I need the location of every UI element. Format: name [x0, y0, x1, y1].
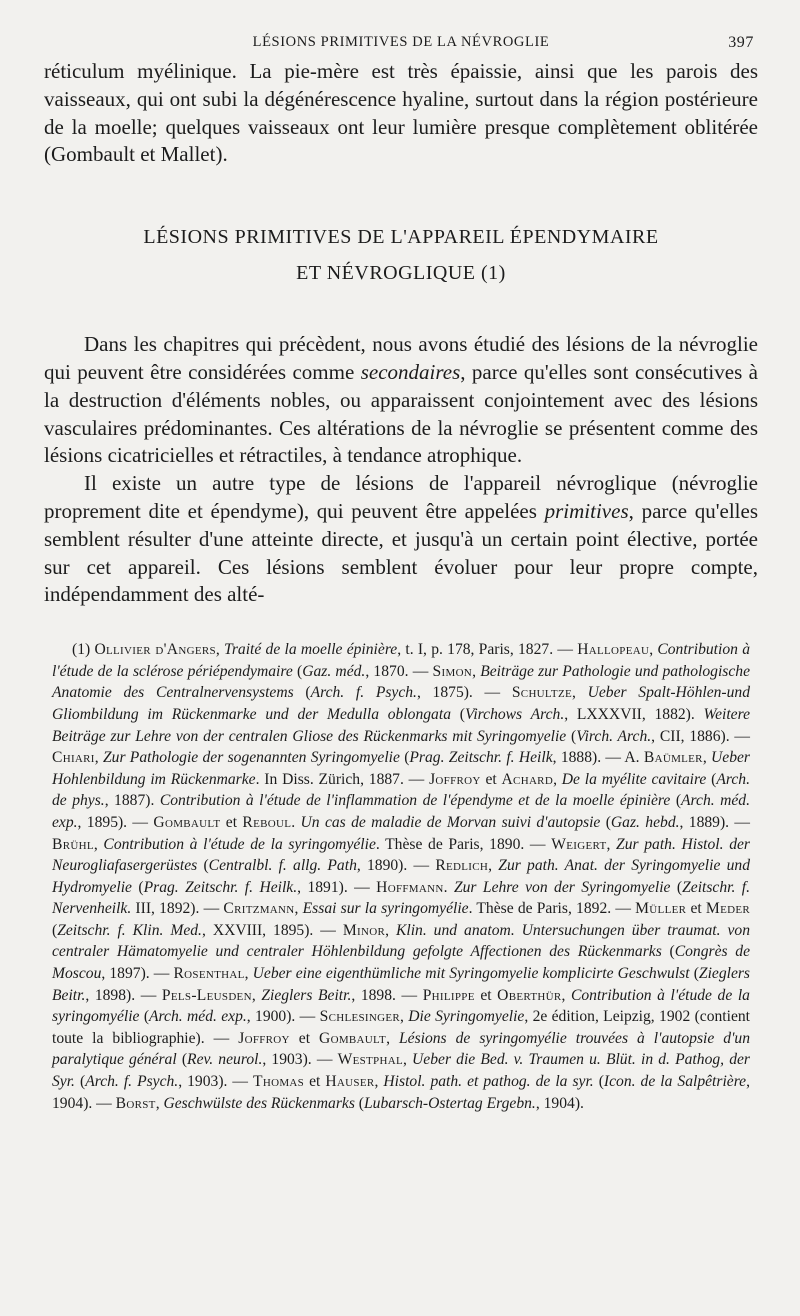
footnote-text: (: [451, 705, 465, 723]
footnote-text: ,: [93, 835, 104, 853]
footnote-title: Zur Lehre von der Syringomyelie: [453, 878, 671, 896]
footnote-text: , XXVIII, 1895). —: [201, 921, 343, 939]
footnote-text: ,: [402, 1051, 413, 1069]
footnote-title: Contribution à l'étude de la syringomyélie: [52, 986, 750, 1026]
footnote-title: Prag. Zeitschr. f. Heilk.: [143, 878, 298, 896]
section-title: [44, 219, 758, 291]
footnote-text: , 1891). —: [297, 878, 377, 896]
footnote-author: Weigert: [551, 835, 607, 853]
footnote-text: , LXXXVII, 1882).: [564, 705, 704, 723]
footnote-1: [52, 639, 750, 1114]
footnote-text: ,: [702, 749, 712, 767]
footnote-title: Centralbl. f. allg. Path: [208, 857, 357, 875]
footnote-text: . In Diss. Zürich, 1887. —: [255, 770, 430, 788]
footnote-title: Weitere Beiträge zur Lehre von der centralen Gliose des Rückenmarks mit Syringomyelie: [52, 705, 751, 745]
footnote-text: , 1904). —: [52, 1073, 751, 1112]
footnote-author: Brühl: [52, 835, 94, 853]
footnote-text: (: [600, 813, 611, 831]
paragraph-2: [44, 470, 758, 609]
footnote-text: , t. I, p. 178, Paris, 1827. —: [397, 641, 578, 659]
footnotes: [44, 639, 758, 1114]
footnote-title: Klin. und anatom. Untersuchungen über traumat. von centraler Hämatomyelie und centraler Höhlenbildung gefolgte Affectionen des Rückenmarks: [52, 921, 751, 961]
footnote-text: ,: [215, 641, 225, 659]
footnote-author: Westphal: [337, 1051, 403, 1069]
footnote-title: Arch. méd. exp.: [149, 1008, 247, 1026]
footnote-text: (: [670, 878, 683, 896]
footnote-author: Gombault: [153, 813, 221, 831]
footnote-text: ,: [572, 684, 588, 702]
footnote-text: , 1903). —: [262, 1051, 338, 1069]
footnote-author: Hauser: [325, 1073, 375, 1091]
paragraph-1-emphasis: secondaires: [360, 359, 461, 384]
footnote-text: ,: [244, 965, 253, 983]
footnote-text: ,: [472, 662, 481, 680]
footnote-author: Redlich: [435, 857, 489, 875]
footnote-title: Contribution à l'étude de l'inflammation de l'épendyme et de la moelle épinière: [159, 792, 671, 810]
footnote-text: , 1895). —: [77, 813, 154, 831]
running-title: LÉSIONS PRIMITIVES DE LA NÉVROGLIE: [252, 34, 550, 50]
footnote-title: Zur Pathologie der sogenannten Syringomyelie: [102, 749, 400, 767]
paragraph-1: [44, 331, 758, 470]
footnote-title: Contribution à l'étude de la syringomyélie: [103, 835, 376, 853]
footnote-title: Zieglers Beitr.: [52, 965, 751, 1004]
footnote-text: , 1887).: [104, 792, 160, 810]
footnote-text: , 1870. —: [365, 662, 433, 680]
footnote-title: Virch. Arch.: [576, 727, 652, 745]
footnote-text: et: [474, 986, 498, 1004]
footnote-author: Reboul: [242, 813, 292, 831]
footnote-text: , 1897). —: [101, 965, 174, 983]
footnote-title: Virchows Arch.: [464, 705, 565, 723]
footnote-text: ,: [94, 749, 103, 767]
paragraph-1-text-b: , parce qu'elles sont consécutives à la destruction d'éléments nobles, ou apparaissent conjointement avec des lésions vasculaires prédominantes. Ces altérations de la névroglie se présentent comme des lésions cicatricielles et rétractiles, à tendance atrophique.: [44, 359, 758, 468]
footnote-author: Schultze: [511, 684, 572, 702]
paragraph-1-text-a: Dans les chapitres qui précèdent, nous avons étudié des lésions de la névroglie qui peuvent être considérées comme: [44, 332, 758, 384]
footnote-title: Ueber Spalt-Höhlen-und Gliombildung im Rückenmarke und der Medulla oblongata: [52, 684, 751, 723]
footnote-text: , 2e édition, Leipzig, 1902 (contient toute la bibliographie). —: [52, 1008, 751, 1047]
footnote-text: (: [74, 1073, 86, 1091]
footnote-text: , 1904).: [535, 1094, 584, 1112]
footnote-text: .: [291, 813, 301, 831]
footnote-author: Simon: [432, 662, 473, 680]
footnote-text: (: [293, 684, 311, 702]
footnote-marker: (1): [72, 641, 95, 659]
footnote-text: (: [689, 965, 699, 983]
footnote-text: (: [139, 1008, 150, 1026]
footnote-title: Zeitschr. f. Nervenheilk.: [52, 878, 751, 918]
footnote-text: (: [354, 1094, 364, 1112]
footnote-title: Prag. Zeitschr. f. Heilk: [409, 749, 553, 767]
footnote-text: et: [480, 770, 502, 788]
footnote-author: Chiari: [52, 749, 95, 767]
footnote-title: Geschwülste des Rückenmarks: [163, 1094, 355, 1112]
footnote-title: Die Syringomyelie: [408, 1008, 525, 1026]
footnote-author: Baümler: [643, 749, 703, 767]
footnote-text: ,: [561, 986, 571, 1004]
footnote-title: Arch. de phys.: [52, 770, 750, 810]
footnote-author: Pels-Leusden: [161, 986, 252, 1004]
footnote-title: Lubarsch-Ostertag Ergebn.: [364, 1094, 536, 1112]
footnote-title: Congrès de Moscou: [52, 943, 750, 983]
footnote-text: (: [566, 727, 577, 745]
footnote-title: Histol. path. et pathog. de la syr.: [383, 1073, 594, 1091]
footnote-title: Ueber Hohlenbildung im Rückenmarke: [52, 749, 751, 788]
footnote-text: et: [304, 1073, 326, 1091]
footnote-title: Ueber die Bed. v. Traumen u. Blüt. in d. Pathog, der Syr.: [52, 1051, 750, 1091]
footnote-title: Traité de la moelle épinière: [224, 641, 398, 659]
footnote-text: ,: [251, 986, 262, 1004]
footnote-text: ,: [385, 921, 396, 939]
footnote-author: Hallopeau: [577, 641, 650, 659]
footnote-text: et: [686, 900, 706, 918]
footnote-text: et: [220, 813, 243, 831]
body-text: [44, 58, 758, 609]
footnote-author: Achard: [501, 770, 554, 788]
footnote-author: Oberthür: [497, 986, 562, 1004]
paragraph-2-text-a: Il existe un autre type de lésions de l'appareil névroglique (névroglie proprement dite et épendyme), qui peuvent être appelées: [44, 471, 758, 523]
footnote-title: Beiträge zur Pathologie und pathologische Anatomie des Centralnervensystems: [52, 662, 750, 702]
footnote-text: (: [661, 943, 675, 961]
footnote-author: Minor: [342, 921, 386, 939]
footnote-text: (: [176, 1051, 188, 1069]
footnote-author: Gombault: [319, 1029, 387, 1047]
footnote-title: Zur path. Histol. der Neurogliafasergerüstes: [52, 835, 750, 875]
footnote-author: Müller: [635, 900, 687, 918]
footnote-title: Rev. neurol.: [187, 1051, 263, 1069]
footnote-author: Ollivier d'Angers: [94, 641, 216, 659]
footnote-title: Zur path. Anat. der Syringomyelie und Hydromyelie: [52, 857, 751, 896]
footnote-author: Hoffmann: [376, 878, 444, 896]
footnote-text: (: [593, 1073, 604, 1091]
footnote-text: ,: [294, 900, 303, 918]
footnote-text: , 1898). —: [85, 986, 162, 1004]
footnote-author: Thomas: [253, 1073, 305, 1091]
footnote-text: , 1903). —: [178, 1073, 254, 1091]
footnote-text: (: [399, 749, 410, 767]
footnote-text: ,: [649, 641, 658, 659]
footnote-text: , 1875). —: [416, 684, 512, 702]
footnote-text: , 1900). —: [246, 1008, 320, 1026]
footnote-title: Icon. de la Salpêtrière: [603, 1073, 747, 1091]
footnote-text: .: [443, 878, 454, 896]
footnote-text: (: [197, 857, 209, 875]
footnote-text: ,: [606, 835, 617, 853]
footnote-text: (: [292, 662, 303, 680]
footnote-title: Gaz. méd.: [302, 662, 366, 680]
footnote-text: , 1889). —: [679, 813, 750, 831]
section-title-line-2: ET NÉVROGLIQUE (1): [296, 262, 506, 285]
footnote-author: Rosenthal: [173, 965, 245, 983]
footnote-title: De la myélite cavitaire: [561, 770, 707, 788]
footnote-text: et: [289, 1029, 320, 1047]
footnote-title: Zeitschr. f. Klin. Med.: [57, 921, 202, 939]
footnote-text: (: [706, 770, 717, 788]
footnote-text: . Thèse de Paris, 1892. —: [468, 900, 636, 918]
paragraph-2-text-b: , parce qu'elles semblent résulter d'une atteinte directe, et jusqu'à un certain point élective, portée sur cet appareil. Ces lésions semblent évoluer pour leur propre compte, indépendamment des alté-: [44, 498, 758, 607]
footnote-title: Arch. f. Psych.: [310, 684, 417, 702]
footnote-text: III, 1892). —: [131, 900, 224, 918]
footnote-author: Critzmann: [223, 900, 295, 918]
footnote-text: , 1888). — A.: [552, 749, 644, 767]
footnote-title: Arch. f. Psych.: [85, 1073, 179, 1091]
footnote-title: Lésions de syringomyélie trouvées à l'autopsie d'un paralytique général: [52, 1029, 751, 1069]
footnote-text: . Thèse de Paris, 1890. —: [375, 835, 552, 853]
footnote-title: Contribution à l'étude de la sclérose périépendymaire: [52, 641, 750, 680]
footnote-text: ,: [400, 1008, 409, 1026]
footnote-author: Schlesinger: [319, 1008, 401, 1026]
footnote-text: ,: [386, 1029, 399, 1047]
footnote-author: Joffroy: [238, 1029, 290, 1047]
footnote-title: Gaz. hebd.: [610, 813, 680, 831]
continuation-paragraph: réticulum myélinique. La pie-mère est très épaissie, ainsi que les parois des vaisseaux, qui ont subi la dégénérescence hyaline, surtout dans la région postérieure de la moelle; quelques vaisseaux ont leur lumière presque complètement oblitérée (Gombault et Mallet).: [44, 59, 758, 167]
section-title-line-1: LÉSIONS PRIMITIVES DE L'APPAREIL ÉPENDYMAIRE: [143, 226, 659, 249]
footnote-title: Arch. méd. exp.: [52, 792, 751, 831]
footnote-author: Meder: [705, 900, 750, 918]
footnote-text: (: [670, 792, 682, 810]
footnote-title: Un cas de maladie de Morvan suivi d'autopsie: [300, 813, 601, 831]
footnote-author: Borst: [115, 1094, 156, 1112]
running-head: [44, 30, 758, 58]
page-number: 397: [728, 34, 754, 51]
footnote-text: , CII, 1886). —: [651, 727, 750, 745]
footnote-title: Zieglers Beitr.: [261, 986, 352, 1004]
footnote-title: Essai sur la syringomyélie: [302, 900, 469, 918]
footnote-text: ,: [553, 770, 562, 788]
footnote-author: Philippe: [422, 986, 475, 1004]
paragraph-2-emphasis: primitives: [544, 498, 629, 523]
footnote-text: (: [52, 921, 58, 939]
footnote-author: Joffroy: [429, 770, 481, 788]
footnote-title: Ueber eine eigenthümliche mit Syringomyelie komplicirte Geschwulst: [252, 965, 690, 983]
footnote-text: ,: [155, 1094, 164, 1112]
footnote-text: ,: [488, 857, 499, 875]
footnote-text: , 1898. —: [351, 986, 423, 1004]
footnote-text: (: [131, 878, 144, 896]
footnote-text: ,: [374, 1073, 384, 1091]
footnote-text: , 1890). —: [356, 857, 436, 875]
